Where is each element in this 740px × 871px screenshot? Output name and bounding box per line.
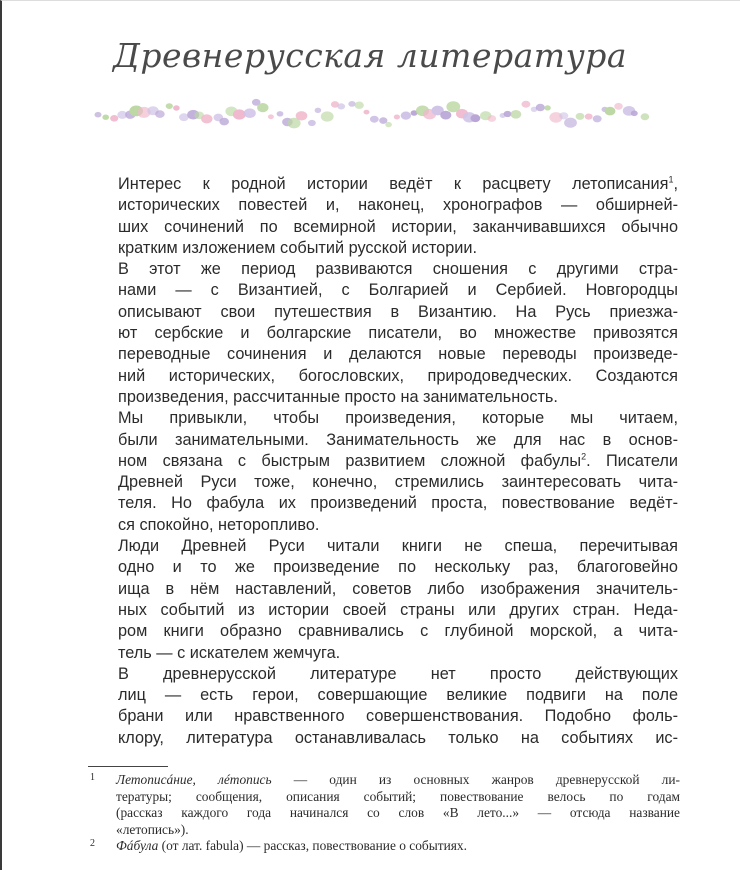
decorative-dot	[401, 112, 411, 120]
decorative-dot	[166, 103, 173, 109]
footnote-term: Фáбула	[116, 838, 159, 854]
decorative-dot	[564, 118, 577, 128]
paragraph-3	[118, 408, 678, 536]
text-line: ища в нём наставлений, советов либо изображения значитель-	[118, 579, 678, 598]
text-line: Интерес к родной истории ведёт к расцвету летописания$^1$,	[118, 174, 678, 193]
paragraph-1	[118, 174, 678, 259]
decorative-dot	[440, 111, 451, 120]
footnote-number: 2	[90, 838, 95, 850]
text-line: Люди Древней Руси читали книги не спеша, перечитывая	[118, 537, 678, 556]
decorative-dot	[308, 120, 316, 126]
footnote-2	[86, 838, 680, 855]
decorative-dot	[394, 115, 400, 120]
decorative-dot	[504, 111, 512, 117]
text-line: кратким изложением событий русской истории.	[118, 238, 477, 257]
decorative-dot	[364, 110, 370, 115]
decorative-dot	[511, 110, 522, 119]
footnote-marker-1[interactable]: 1	[668, 174, 674, 185]
text-line: тель — с искателем жемчуга.	[118, 643, 341, 662]
decorative-dot	[488, 115, 497, 122]
paragraph-2	[118, 259, 678, 408]
decorative-dot	[244, 108, 256, 118]
footnote-line: (рассказ каждого года начинался со слов «В лето...» — отсюда название	[116, 805, 680, 821]
footnote-number: 1	[90, 772, 95, 783]
decorative-dot	[321, 111, 334, 121]
text-line: брани или нравственного совершенствования. Подобно фоль-	[118, 707, 678, 726]
decorative-dot	[155, 110, 165, 118]
decorative-dot	[593, 115, 602, 122]
paragraph-5	[118, 664, 678, 749]
footnote-line: тературы; сообщения, описания событий; повествование велось по годам	[116, 788, 680, 804]
text-line: были занимательными. Занимательность же для нас в основ-	[118, 430, 678, 449]
text-line: ся спокойно, неторопливо.	[118, 515, 320, 534]
text-line: ют сербские и болгарские писатели, во множестве привозятся	[118, 324, 678, 343]
decorative-dot	[544, 105, 550, 110]
text-line: нами — с Византией, с Болгарией и Сербией. Новгородцы	[118, 281, 678, 300]
footnote-marker-2[interactable]: 2	[581, 451, 587, 462]
decorative-dot	[614, 103, 623, 110]
decorative-dot	[268, 114, 274, 119]
decorative-dot	[277, 111, 284, 116]
decorative-dot	[257, 103, 268, 112]
decorative-dot	[631, 111, 638, 117]
decorative-dot	[522, 101, 531, 108]
decorative-dot	[95, 112, 102, 118]
text-line: исторических повестей и, наконец, хронографов — обширней-	[118, 196, 678, 215]
text-line: клору, литература останавливалась только на событиях ис-	[118, 728, 678, 747]
decorative-dots	[90, 96, 650, 138]
decorative-dot	[385, 122, 392, 127]
decorative-dot	[536, 104, 545, 111]
text-line: теля. Но фабула их произведений проста, повествование ведёт-	[118, 494, 678, 513]
paragraph-4	[118, 536, 678, 664]
text-line: одно и то же произведение по нескольку раз, благоговейно	[118, 558, 678, 577]
text-line: переводные сочинения и делаются новые переводы произведе-	[118, 345, 678, 364]
text-line: лиц — есть герои, совершающие великие подвиги на поле	[118, 686, 678, 705]
decorative-dot	[348, 101, 355, 107]
decorative-dot	[201, 114, 212, 123]
text-line: ных событий из истории своей страны или других стран. Неда-	[118, 600, 678, 619]
text-line: ном связана с быстрым развитием сложной фабулы$^2$. Писатели	[118, 451, 678, 470]
footnotes	[86, 772, 680, 855]
decorative-dot	[355, 102, 364, 109]
decorative-dot	[605, 107, 616, 116]
decorative-dot	[370, 116, 379, 123]
body-text	[118, 174, 678, 749]
text-line: ром книги образно сравнивались с глубиной морской, а чита-	[118, 622, 678, 641]
text-line: описывают свои путешествия в Византию. На Русь приезжа-	[118, 302, 678, 321]
decorative-dot	[233, 109, 246, 119]
decorative-dot	[641, 113, 650, 120]
decorative-dot	[110, 115, 118, 122]
footnote-line: Фáбула (от лат. fabula) — рассказ, повествование о событиях.	[116, 838, 467, 854]
footnote-term: Летописáние, лéтопись	[116, 772, 272, 787]
decorative-dot	[585, 114, 593, 120]
decorative-dot	[576, 113, 585, 120]
footnote-divider	[88, 766, 168, 767]
decorative-dot	[296, 111, 308, 120]
decorative-dot	[173, 105, 180, 110]
text-line: произведения, рассчитанные просто на занимательность.	[118, 387, 558, 406]
decorative-dot	[471, 114, 481, 122]
footnote-line: «летопись»).	[116, 821, 189, 837]
text-line: ний исторических, богословских, природоведческих. Создаются	[118, 366, 678, 385]
decorative-dot	[219, 118, 229, 126]
footnote-line: Летописáние, лéтопись — один из основных жанров древнерусской ли-	[116, 772, 680, 787]
decorative-dot	[559, 112, 568, 119]
text-line: Мы привыкли, чтобы произведения, которые мы читаем,	[118, 409, 678, 428]
text-line: В древнерусской литературе нет просто действующих	[118, 664, 678, 683]
page-title: Древнерусская литература	[112, 36, 628, 75]
footnote-1	[86, 772, 680, 838]
decorative-dot	[102, 115, 109, 120]
decorative-dot	[337, 103, 345, 109]
text-line: ших сочинений по всемирной истории, заканчивавшихся обычно	[118, 217, 678, 236]
text-line: В этот же период развиваются сношения с другими стра-	[118, 260, 678, 279]
text-line: Древней Руси тоже, конечно, стремились заинтересовать чита-	[118, 473, 678, 492]
decorative-dot	[315, 108, 322, 113]
